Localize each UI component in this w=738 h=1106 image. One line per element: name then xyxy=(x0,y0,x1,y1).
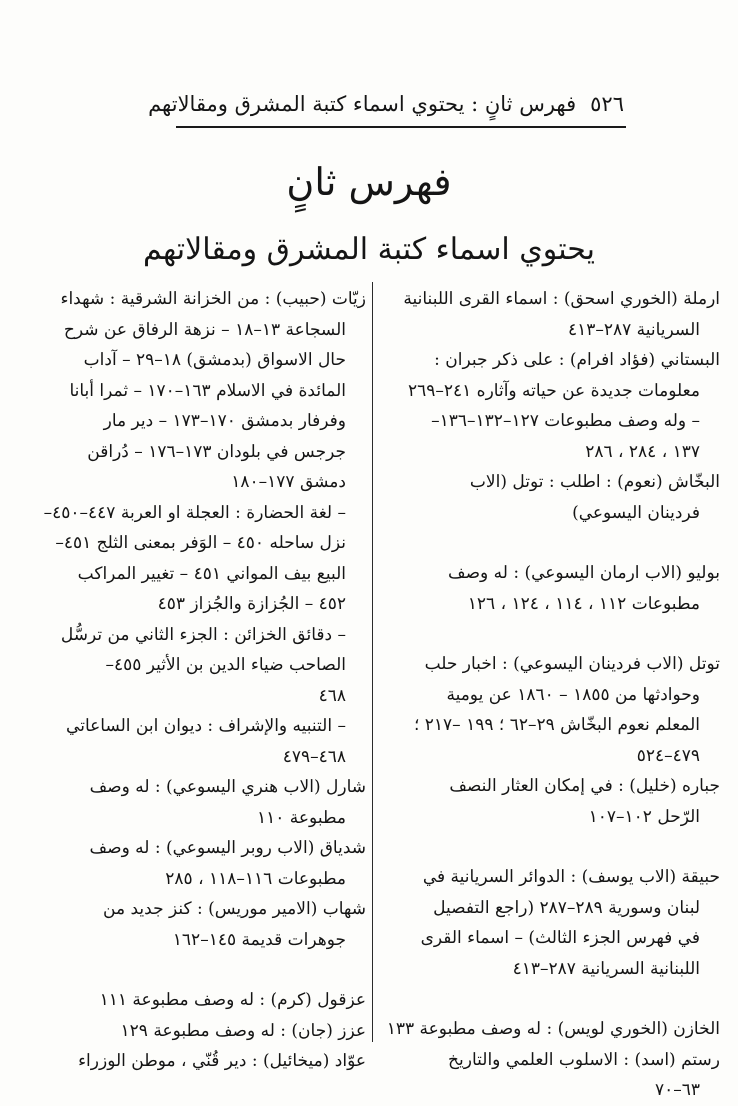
page-subtitle: يحتوي اسماء كتبة المشرق ومقالاتهم xyxy=(143,232,595,267)
index-entry-continuation: مطبوعة ١١٠ xyxy=(256,807,346,828)
index-entry: عزقول (كرم) : له وصف مطبوعة ١١١ xyxy=(99,990,366,1010)
index-entry: شارل (الاب هنري اليسوعي) : له وصف xyxy=(89,777,366,797)
index-entry-continuation: معلومات جديدة عن حياته وآثاره ٢٤١–٢٦٩ xyxy=(407,380,700,401)
index-entry: عوّاد (ميخائيل) : دير قُنّي ، موطن الوزراء xyxy=(78,1051,366,1071)
index-entry: حبيقة (الاب يوسف) : الدوائر السريانية في xyxy=(422,867,720,887)
index-entry: زيّات (حبيب) : من الخزانة الشرقية : شهداء xyxy=(60,289,366,309)
index-entry-continuation: ١٣٧ ، ٢٨٤ ، ٢٨٦ xyxy=(585,441,700,462)
entry-spacer xyxy=(380,984,720,1014)
index-entry-continuation: اللبنانية السريانية ٢٨٧–٤١٣ xyxy=(512,958,700,979)
index-column-right xyxy=(380,284,720,1106)
index-entry-continuation: – دقائق الخزائن : الجزء الثاني من ترسُّل xyxy=(60,624,346,645)
index-entry-continuation: المائدة في الاسلام ١٦٣–١٧٠ – ثمرا أبانا xyxy=(69,380,346,401)
index-entry-continuation: دمشق ١٧٧–١٨٠ xyxy=(231,472,346,492)
running-title: فهرس ثانٍ : يحتوي اسماء كتبة المشرق ومقالاتهم xyxy=(148,92,577,116)
index-entry-continuation: الصاحب ضياء الدين بن الأثير ٤٥٥– xyxy=(105,655,346,675)
index-entry-continuation: وحوادثها من ١٨٥٥ – ١٨٦٠ عن يومية xyxy=(446,684,700,705)
index-entry-continuation: ٤٥٢ – الجُزازة والجُزاز ٤٥٣ xyxy=(157,594,346,614)
entry-spacer xyxy=(16,955,366,985)
index-column-left xyxy=(16,284,366,1077)
page-number: ٥٢٦ xyxy=(590,92,624,116)
index-entry-continuation: البيع بيف المواني ٤٥١ – تغيير المراكب xyxy=(77,563,346,584)
index-entry-continuation: الرّحل ١٠٢–١٠٧ xyxy=(588,806,700,827)
index-entry-continuation: – التنبيه والإشراف : ديوان ابن الساعاتي xyxy=(66,716,346,736)
index-entry-continuation: مطبوعات ١١٦–١١٨ ، ٢٨٥ xyxy=(165,868,346,889)
index-entry-continuation: فردينان اليسوعي) xyxy=(572,502,700,523)
index-entry-continuation: جوهرات قديمة ١٤٥–١٦٢ xyxy=(172,929,346,950)
index-entry: شدياق (الاب روبر اليسوعي) : له وصف xyxy=(89,838,366,858)
page-title: فهرس ثانٍ xyxy=(286,160,452,204)
index-entry: توتل (الاب فردينان اليسوعي) : اخبار حلب xyxy=(424,654,720,674)
header-rule xyxy=(176,126,626,128)
running-header xyxy=(148,84,624,124)
index-entry: جباره (خليل) : في إمكان العثار النصف xyxy=(449,776,720,796)
index-entry-continuation: ٤٧٩–٥٢٤ xyxy=(636,745,700,766)
index-entry-continuation: حال الاسواق (بدمشق) ١٨–٢٩ – آداب xyxy=(83,350,346,370)
index-entry: رستم (اسد) : الاسلوب العلمي والتاريخ xyxy=(448,1049,720,1070)
index-entry: البستاني (فؤاد افرام) : على ذكر جبران : xyxy=(434,350,720,370)
index-entry-continuation: السجاعة ١٣–١٨ – نزهة الرفاق عن شرح xyxy=(63,319,346,340)
index-entry-continuation: المعلم نعوم البخّاش ٢٩–٦٢ ؛ ١٩٩ –٢١٧ ؛ xyxy=(413,715,700,735)
index-entry: البخّاش (نعوم) : اطلب : توتل (الاب xyxy=(469,472,720,492)
index-entry: عزز (جان) : له وصف مطبوعة ١٢٩ xyxy=(120,1020,366,1041)
index-entry-continuation: جرجس في بلودان ١٧٣–١٧٦ – دُراقن xyxy=(87,441,346,462)
index-entry: شهاب (الامير موريس) : كنز جديد من xyxy=(103,899,366,919)
index-entry-continuation: نزل ساحله ٤٥٠ – الوَفر بمعنى الثلج ٤٥١– xyxy=(55,533,346,553)
index-entry-continuation: لبنان وسورية ٢٨٩–٢٨٧ (راجع التفصيل xyxy=(433,897,700,918)
index-entry-continuation: في فهرس الجزء الثالث) – اسماء القرى xyxy=(420,928,700,948)
index-entry-continuation: مطبوعات ١١٢ ، ١١٤ ، ١٢٤ ، ١٢٦ xyxy=(467,593,700,614)
index-entry: بوليو (الاب ارمان اليسوعي) : له وصف xyxy=(448,563,720,583)
index-entry-continuation: السريانية ٢٨٧–٤١٣ xyxy=(567,319,700,340)
index-entry: الخازن (الخوري لويس) : له وصف مطبوعة ١٣٣ xyxy=(386,1019,720,1039)
index-entry-continuation: – وله وصف مطبوعات ١٢٧–١٣٢–١٣٦– xyxy=(431,411,700,431)
index-entry-continuation: ٦٣–٧٠ xyxy=(654,1080,700,1100)
entry-spacer xyxy=(380,832,720,862)
index-entry-continuation: وفرفار بدمشق ١٧٠–١٧٣ – دير مار xyxy=(103,411,346,431)
index-entry-continuation: – لغة الحضارة : العجلة او العربة ٤٤٧–٤٥٠– xyxy=(43,502,346,523)
index-entry: ارملة (الخوري اسحق) : اسماء القرى اللبنانية xyxy=(403,289,720,309)
entry-spacer xyxy=(380,619,720,649)
column-divider xyxy=(372,282,373,1042)
index-entry-continuation: ٤٦٨ xyxy=(318,685,346,706)
index-entry-continuation: ٤٦٨–٤٧٩ xyxy=(282,746,346,767)
entry-spacer xyxy=(380,528,720,558)
